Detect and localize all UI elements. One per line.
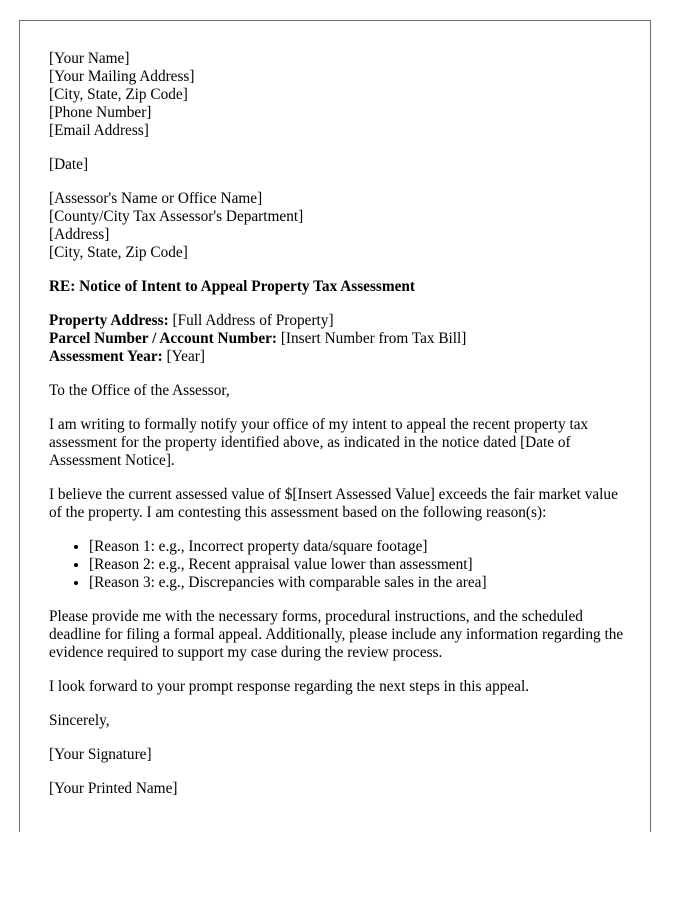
salutation: To the Office of the Assessor, [49, 382, 230, 399]
property-address-value: [Full Address of Property] [168, 312, 334, 329]
parcel-number-line [49, 330, 650, 348]
recipient-name: [Assessor's Name or Office Name] [49, 190, 263, 207]
date-block [49, 156, 650, 174]
assessment-year-line [49, 348, 650, 366]
paragraph-intent: I am writing to formally notify your office of my intent to appeal the recent property tax assessment for the property identified above, as indicated in the notice dated [Date of Assessment Notice]. [49, 416, 589, 469]
parcel-number-value: [Insert Number from Tax Bill] [277, 330, 467, 347]
assessment-year-value: [Year] [162, 348, 205, 365]
sender-mailing-address: [Your Mailing Address] [49, 68, 195, 85]
closing: Sincerely, [49, 712, 110, 729]
signature: [Your Signature] [49, 746, 152, 763]
recipient-block [49, 190, 650, 262]
reasons-list [49, 538, 650, 592]
recipient-address: [Address] [49, 226, 110, 243]
reason-item: • [Reason 2: e.g., Recent appraisal value lower than assessment] [89, 556, 650, 574]
paragraph-closing-remark: I look forward to your prompt response regarding the next steps in this appeal. [49, 678, 530, 695]
letter-page [19, 20, 651, 832]
sender-city-state-zip: [City, State, Zip Code] [49, 86, 188, 103]
parcel-number-label: Parcel Number / Account Number: [49, 330, 278, 347]
recipient-city-state-zip: [City, State, Zip Code] [49, 244, 188, 261]
assessment-year-label: Assessment Year: [49, 348, 163, 365]
paragraph-assessed-value: I believe the current assessed value of $[Insert Assessed Value] exceeds the fair market value of the property. I am contesting this assessment based on the following reason(s): [49, 486, 618, 521]
paragraph-request: Please provide me with the necessary forms, procedural instructions, and the scheduled deadline for filing a formal appeal. Additionally, please include any information regarding the evidence required to support my case during the review process. [49, 608, 624, 661]
property-address-line [49, 312, 650, 330]
sender-block [49, 50, 650, 140]
sender-email: [Email Address] [49, 122, 149, 139]
property-details-block [49, 312, 650, 366]
printed-name: [Your Printed Name] [49, 780, 178, 797]
letter-date: [Date] [49, 156, 89, 173]
recipient-department: [County/City Tax Assessor's Department] [49, 208, 304, 225]
subject-line: RE: Notice of Intent to Appeal Property Tax Assessment [49, 278, 415, 295]
reason-item: • [Reason 3: e.g., Discrepancies with comparable sales in the area] [89, 574, 650, 592]
sender-name: [Your Name] [49, 50, 130, 67]
subject-block [49, 278, 650, 296]
sender-phone: [Phone Number] [49, 104, 152, 121]
reason-item: • [Reason 1: e.g., Incorrect property data/square footage] [89, 538, 650, 556]
property-address-label: Property Address: [49, 312, 169, 329]
